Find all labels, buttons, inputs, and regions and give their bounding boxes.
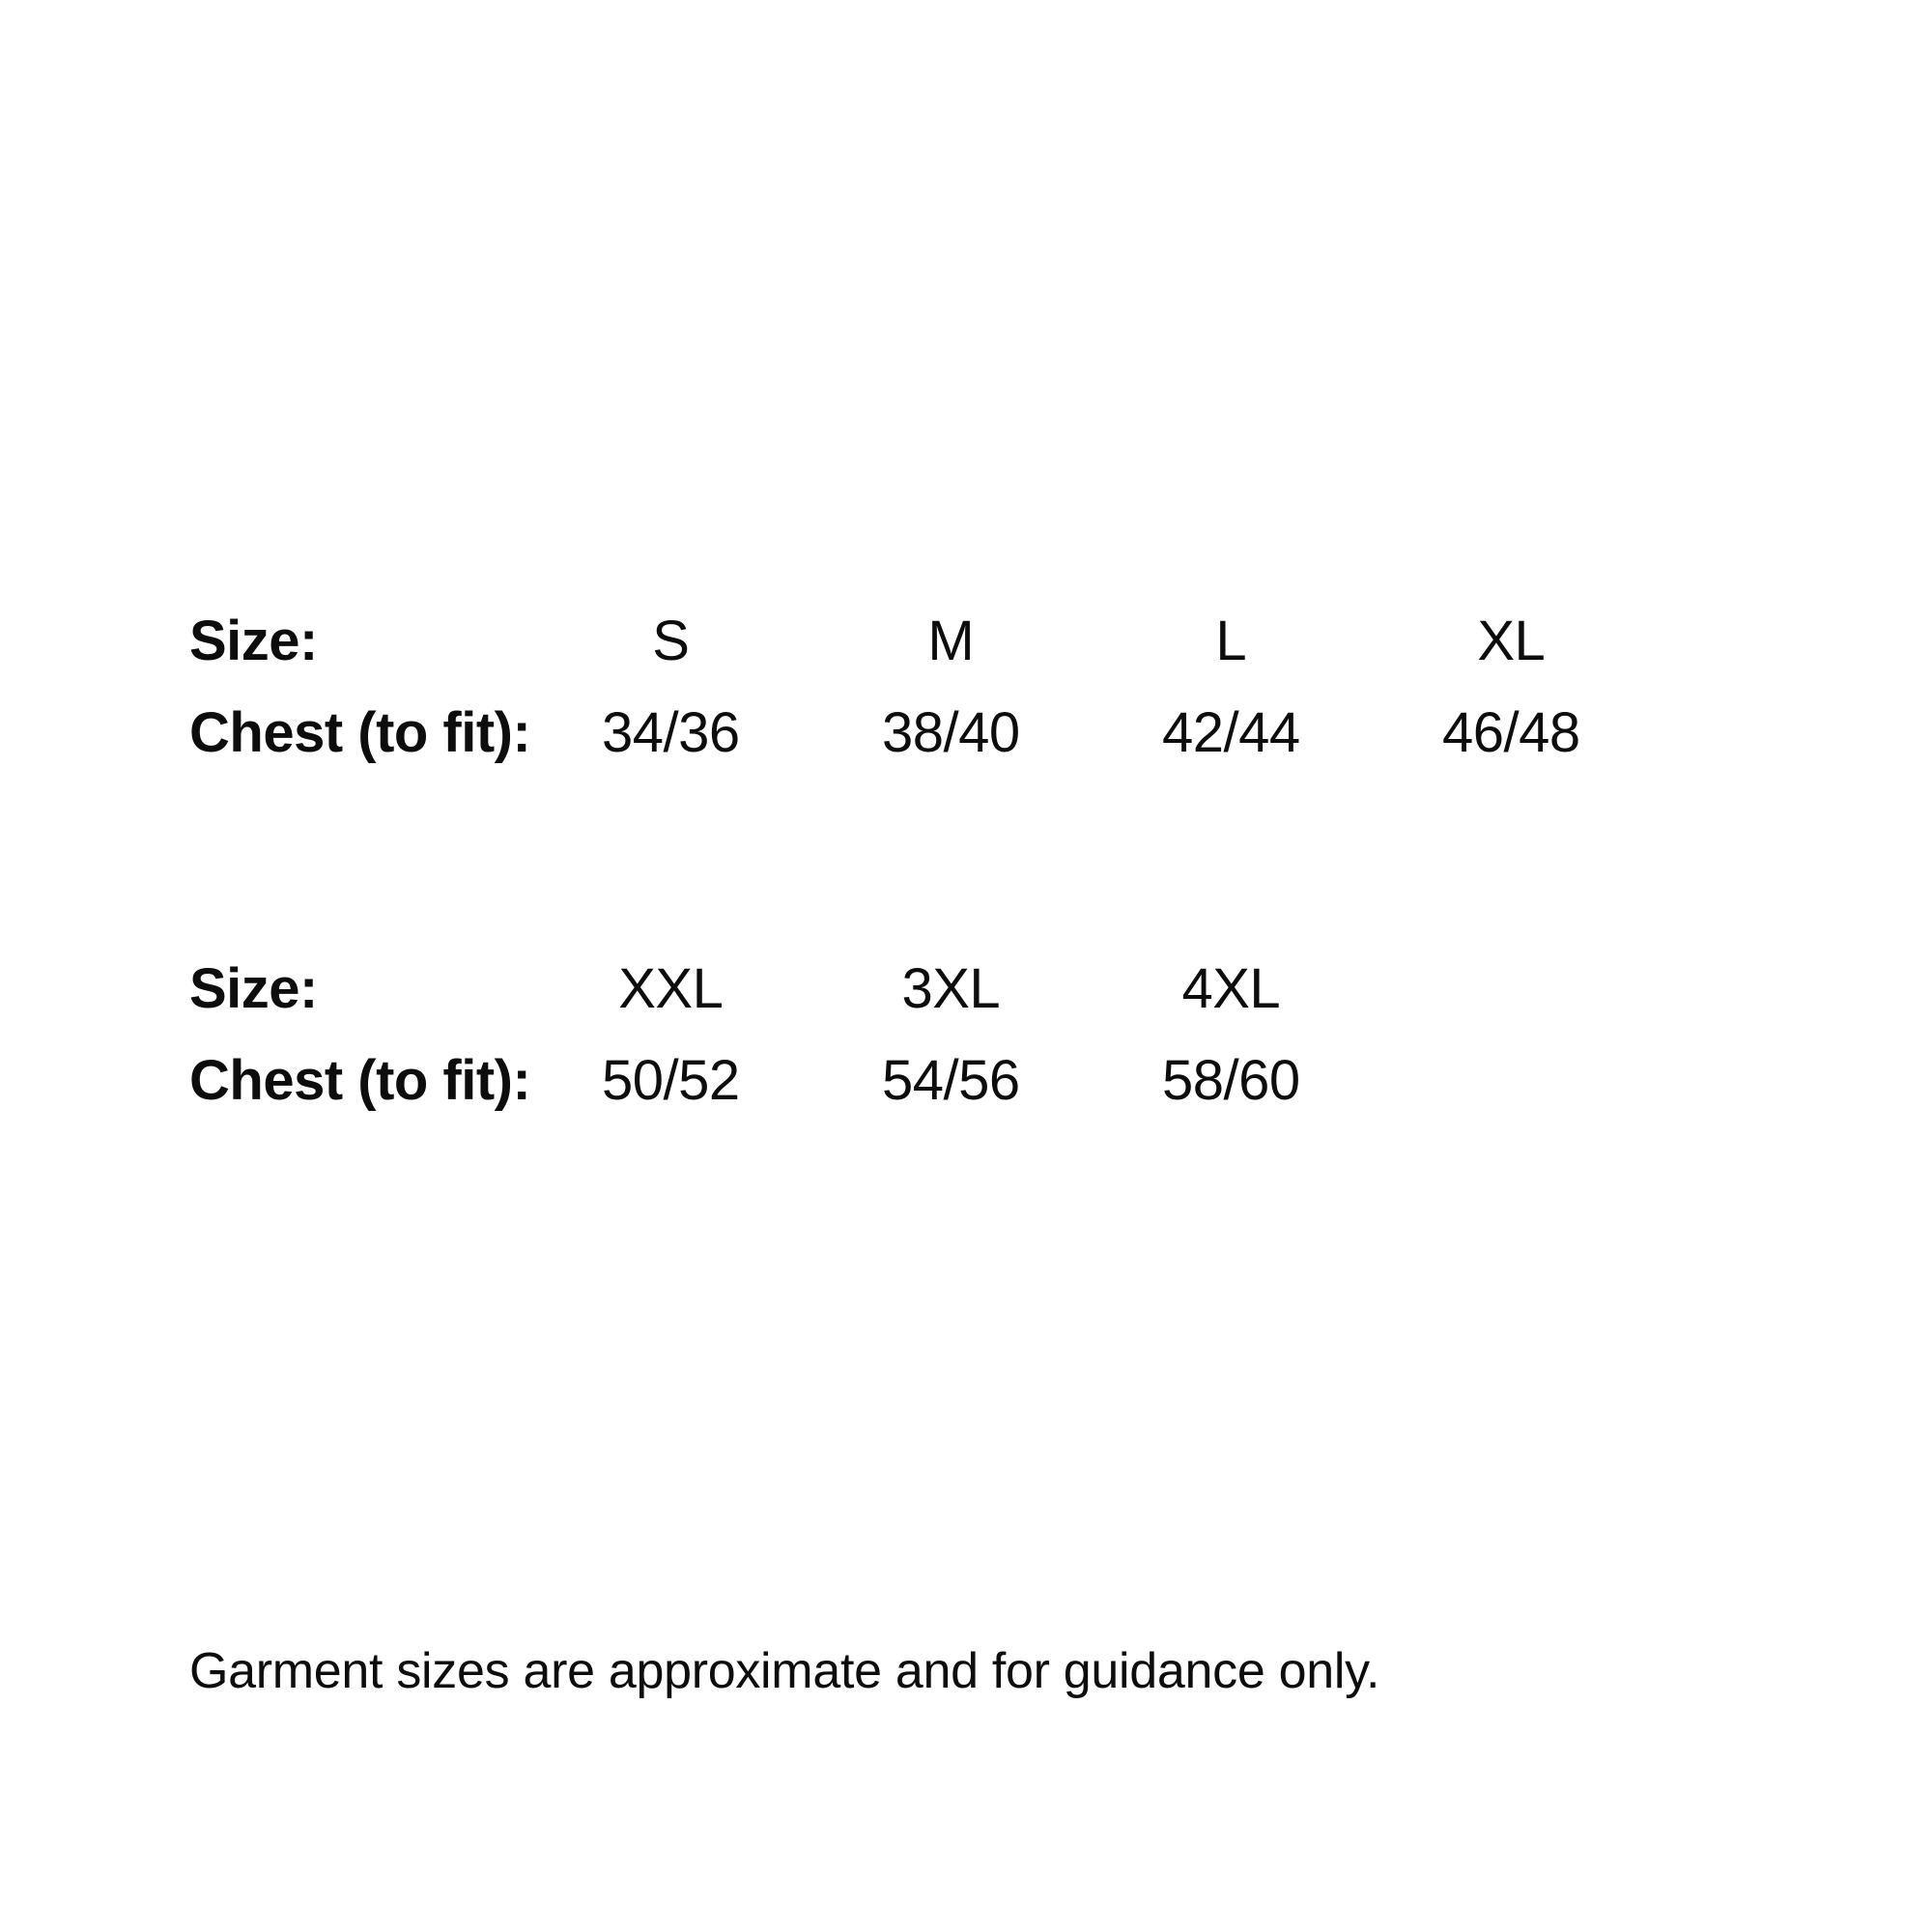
size-value-l: L	[1215, 610, 1247, 672]
size-value-xl: XL	[1477, 610, 1546, 672]
size-value-m: M	[927, 610, 975, 672]
table-row	[189, 687, 1651, 765]
chest-row-label: Chest (to fit):	[189, 701, 531, 764]
size-value-3xl: 3XL	[901, 957, 1001, 1020]
guidance-footnote: Garment sizes are approximate and for guidance only.	[189, 1643, 1380, 1699]
chest-value-3xl: 54/56	[881, 1049, 1020, 1112]
table-row	[189, 609, 1651, 687]
chest-value-4xl: 58/60	[1161, 1049, 1300, 1112]
chest-value-l: 42/44	[1161, 701, 1300, 764]
size-value-xxl: XXL	[618, 957, 724, 1020]
size-row-label-extended: Size:	[189, 957, 318, 1020]
table-row	[189, 956, 1371, 1035]
chest-value-xl: 46/48	[1441, 701, 1580, 764]
chest-row-label-extended: Chest (to fit):	[189, 1049, 531, 1112]
table-row	[189, 1035, 1371, 1113]
size-chart-table-primary	[189, 609, 1651, 765]
chest-value-s: 34/36	[601, 701, 740, 764]
size-value-s: S	[652, 610, 690, 672]
size-chart-table-extended	[189, 956, 1371, 1113]
chest-value-m: 38/40	[881, 701, 1020, 764]
size-value-4xl: 4XL	[1181, 957, 1281, 1020]
chest-value-xxl: 50/52	[601, 1049, 740, 1112]
size-row-label: Size:	[189, 610, 318, 672]
